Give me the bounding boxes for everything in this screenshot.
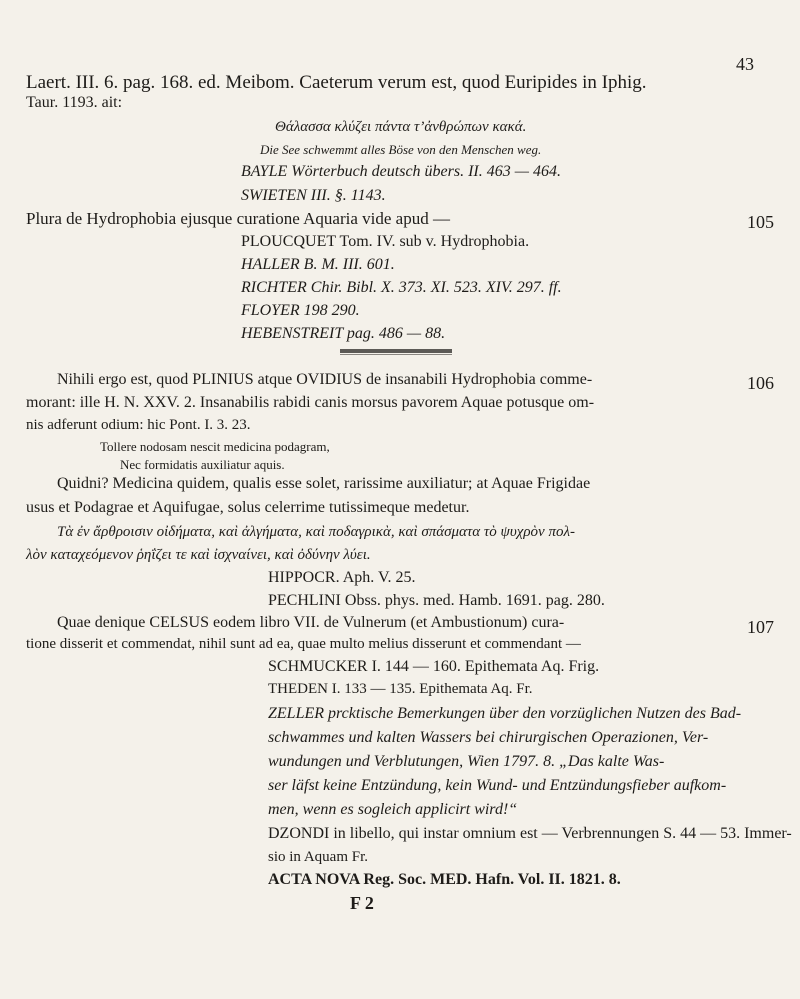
reference: PLOUCQUET Tom. IV. sub v. Hydrophobia. bbox=[241, 233, 530, 250]
greek-quote: λὸν καταχεόμενον ῥηΐζει τε καὶ ἰσχναίνει, καὶ ὀδύνην λύει. bbox=[26, 547, 371, 563]
signature-mark: F 2 bbox=[350, 893, 374, 913]
reference: HALLER B. M. III. 601. bbox=[241, 256, 395, 273]
text-line: tione disserit et commendat, nihil sunt ad ea, quae multo melius disserunt et commendant — bbox=[26, 636, 581, 652]
reference: THEDEN I. 133 — 135. Epithemata Aq. Fr. bbox=[268, 681, 533, 697]
text-line: Laert. III. 6. pag. 168. ed. Meibom. Caeterum verum est, quod Euripides in Iphig. bbox=[26, 72, 647, 93]
greek-quote: Θάλασσα κλύζει πάντα τ’ἀνθρώπων κακά. bbox=[275, 119, 527, 135]
page-number: 43 bbox=[736, 54, 754, 74]
reference: ACTA NOVA Reg. Soc. MED. Hafn. Vol. II. 1821. 8. bbox=[268, 871, 621, 888]
quote-line: men, wenn es sogleich applicirt wird!“ bbox=[268, 801, 518, 818]
german-translation: Die See schwemmt alles Böse von den Menschen weg. bbox=[260, 142, 542, 157]
verse-line: Nec formidatis auxiliatur aquis. bbox=[120, 457, 285, 472]
reference: sio in Aquam Fr. bbox=[268, 849, 369, 865]
text-line: morant: ille H. N. XXV. 2. Insanabilis rabidi canis morsus pavorem Aquae potusque om- bbox=[26, 394, 595, 411]
greek-quote: Τὰ ἐν ἄρθροισιν οἰδήματα, καὶ ἀλγήματα, καὶ ποδαγρικὰ, καὶ σπάσματα τὸ ψυχρὸν πολ- bbox=[57, 524, 575, 540]
margin-number: 106 bbox=[747, 373, 774, 393]
margin-number: 107 bbox=[747, 617, 774, 637]
text-line: usus et Podagrae et Aquifugae, solus celerrime tutissimeque medetur. bbox=[26, 499, 470, 516]
text-line: Quae denique CELSUS eodem libro VII. de Vulnerum (et Ambustionum) cura- bbox=[57, 614, 565, 631]
text-line: Taur. 1193. ait: bbox=[26, 94, 123, 111]
reference: RICHTER Chir. Bibl. X. 373. XI. 523. XIV. 297. ff. bbox=[241, 279, 562, 296]
reference: DZONDI in libello, qui instar omnium est — Verbrennungen S. 44 — 53. Immer- bbox=[268, 825, 792, 842]
quote-line: schwammes und kalten Wassers bei chirurgischen Operazionen, Ver- bbox=[268, 729, 709, 746]
section-divider bbox=[340, 354, 452, 355]
text-line: nis adferunt odium: hic Pont. I. 3. 23. bbox=[26, 417, 251, 433]
section-divider bbox=[340, 349, 452, 353]
text-line: Quidni? Medicina quidem, qualis esse solet, rarissime auxiliatur; at Aquae Frigidae bbox=[57, 475, 591, 492]
quote-line: ZELLER prcktische Bemerkungen über den vorzüglichen Nutzen des Bad- bbox=[268, 705, 742, 722]
reference: FLOYER 198 290. bbox=[241, 302, 360, 319]
reference: SWIETEN III. §. 1143. bbox=[241, 187, 386, 204]
quote-line: ser läfst keine Entzündung, kein Wund- und Entzündungsfieber aufkom- bbox=[268, 777, 727, 794]
margin-number: 105 bbox=[747, 212, 774, 232]
verse-line: Tollere nodosam nescit medicina podagram, bbox=[100, 439, 330, 454]
quote-line: wundungen und Verblutungen, Wien 1797. 8. „Das kalte Was- bbox=[268, 753, 665, 770]
reference: PECHLINI Obss. phys. med. Hamb. 1691. pag. 280. bbox=[268, 592, 605, 609]
text-line: Nihili ergo est, quod PLINIUS atque OVIDIUS de insanabili Hydrophobia comme- bbox=[57, 371, 593, 388]
reference: SCHMUCKER I. 144 — 160. Epithemata Aq. Frig. bbox=[268, 658, 600, 675]
reference: BAYLE Wörterbuch deutsch übers. II. 463 — 464. bbox=[241, 163, 561, 180]
reference: HIPPOCR. Aph. V. 25. bbox=[268, 569, 416, 586]
text-line: Plura de Hydrophobia ejusque curatione Aquaria vide apud — bbox=[26, 209, 450, 228]
reference: HEBENSTREIT pag. 486 — 88. bbox=[241, 325, 446, 342]
